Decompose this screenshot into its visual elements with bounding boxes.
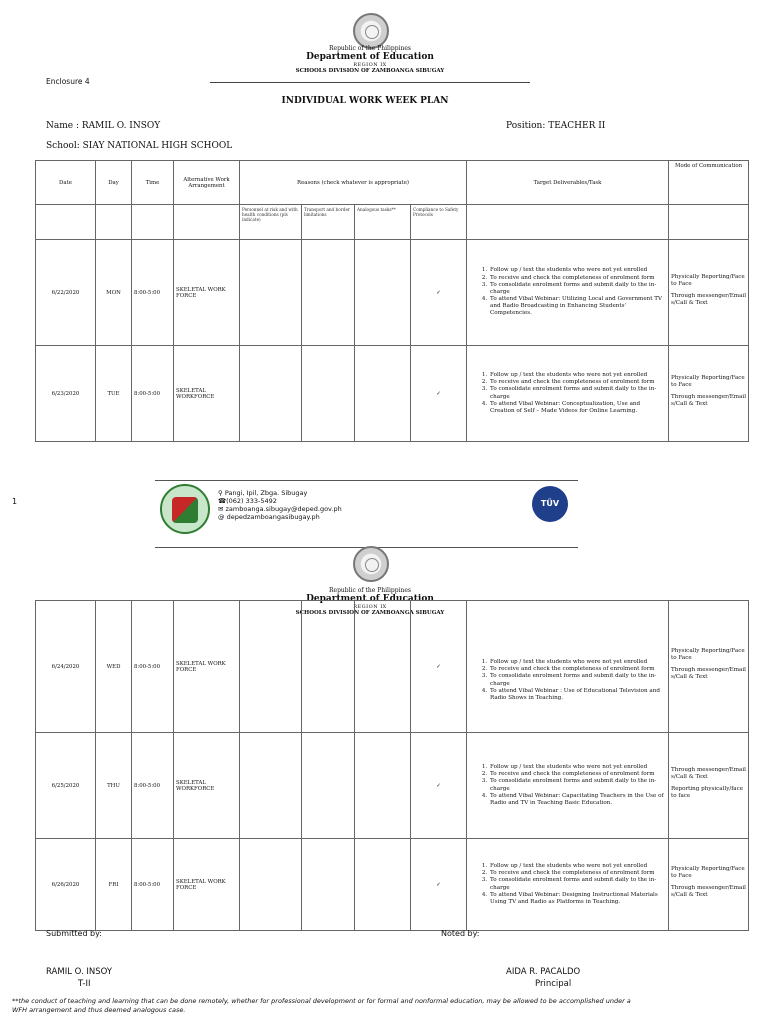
task-item: 3. To consolidate enrolment forms and submit daily to the in-charge — [489, 778, 666, 792]
task-item: 3. To consolidate enrolment forms and submit daily to the in-charge — [489, 673, 666, 687]
row-arrangement: SKELETAL WORK FORCE — [174, 240, 240, 346]
task-item: 2. To receive and check the completeness of enrolment form — [489, 666, 666, 673]
noted-by-label: Noted by: — [441, 929, 480, 938]
header-mode: Mode of Communication — [669, 161, 749, 205]
mode-item: Physically Reporting/Face to Face — [671, 374, 745, 389]
row-mode — [669, 839, 749, 931]
compliance-checkmark: ✓ — [411, 601, 467, 733]
task-item: 2. To receive and check the completeness of enrolment form — [489, 275, 666, 282]
row-mode — [669, 733, 749, 839]
footnote: **the conduct of teaching and learning that can be done remotely, whether for professional development or for formal and nonformal education, may be allowed to be accomplished under a WFH arrangement and thus deemed analogous case. — [12, 997, 631, 1014]
table-row — [36, 240, 749, 346]
work-plan-table-2 — [35, 600, 749, 931]
row-time: 8:00-5:00 — [132, 346, 174, 442]
republic-label: Republic of the Philippines — [329, 45, 411, 52]
noter-title: Principal — [535, 979, 572, 989]
header-deliverables: Target Deliverables/Task — [467, 161, 669, 205]
row-arrangement: SKELETAL WORKFORCE — [174, 733, 240, 839]
subheader-compliance: Compliance to Safety Protocols — [411, 205, 467, 240]
region-label: REGION IX — [353, 604, 387, 610]
work-plan-table-1 — [35, 160, 749, 442]
email-icon: ✉ — [218, 505, 226, 514]
phone-icon: ☎ — [218, 497, 227, 506]
table-row — [36, 839, 749, 931]
row-date: 6/25/2020 — [36, 733, 96, 839]
compliance-checkmark: ✓ — [411, 240, 467, 346]
header-arrangement: Alternative Work Arrangement — [174, 161, 240, 205]
compliance-checkmark: ✓ — [411, 733, 467, 839]
task-item: 3. To consolidate enrolment forms and submit daily to the in-charge — [489, 282, 666, 296]
division-label: SCHOOLS DIVISION OF ZAMBOANGA SIBUGAY — [295, 68, 445, 74]
mode-item: Through messenger/Email s/Call & Text — [671, 292, 746, 306]
email-line: ✉ zamboanga.sibugay@deped.gov.ph — [218, 505, 342, 514]
division-logo-emblem — [172, 497, 198, 523]
task-item: 3. To consolidate enrolment forms and submit daily to the in-charge — [489, 877, 666, 891]
row-day: WED — [96, 601, 132, 733]
mode-item: Physically Reporting/Face to Face — [671, 647, 745, 662]
task-item: 1. Follow up / text the students who were not yet enrolled — [489, 863, 666, 870]
row-tasks — [467, 733, 669, 839]
enclosure-label: Enclosure 4 — [46, 77, 90, 86]
table-row — [36, 601, 749, 733]
address-line: ⚲ Pangi, Ipil, Zbga. Sibugay — [218, 489, 308, 497]
row-mode — [669, 601, 749, 733]
row-date: 6/24/2020 — [36, 601, 96, 733]
division-label: SCHOOLS DIVISION OF ZAMBOANGA SIBUGAY — [295, 610, 445, 616]
letterhead-top — [260, 45, 480, 74]
task-item: 1. Follow up / text the students who were not yet enrolled — [489, 267, 666, 274]
page-number: 1 — [12, 497, 18, 506]
department-label: Department of Education — [306, 594, 434, 604]
row-arrangement: SKELETAL WORKFORCE — [174, 346, 240, 442]
mode-item: Through messenger/Email s/Call & Text — [671, 393, 746, 407]
noter-name: AIDA R. PACALDO — [506, 967, 581, 977]
row-date: 6/26/2020 — [36, 839, 96, 931]
row-day: TUE — [96, 346, 132, 442]
row-arrangement: SKELETAL WORK FORCE — [174, 601, 240, 733]
row-arrangement: SKELETAL WORK FORCE — [174, 839, 240, 931]
row-tasks — [467, 839, 669, 931]
mode-item: Reporting physically/face to face — [671, 785, 744, 799]
header-rule — [210, 82, 530, 83]
mode-item: Through messenger/Email s/Call & Text — [671, 766, 746, 781]
row-tasks — [467, 346, 669, 442]
subheader-analogous: Analogous tasks** — [355, 205, 411, 240]
phone-line: ☎(062) 333-5492 — [218, 497, 277, 506]
row-time: 8:00-5:00 — [132, 601, 174, 733]
header-time: Time — [132, 161, 174, 205]
table-row — [36, 733, 749, 839]
mode-item: Physically Reporting/Face to Face — [671, 273, 745, 288]
name-line: Name : RAMIL O. INSOY — [46, 121, 161, 131]
mode-item: Through messenger/Email s/Call & Text — [671, 884, 746, 898]
republic-label: Republic of the Philippines — [329, 587, 411, 594]
row-time: 8:00-5:00 — [132, 839, 174, 931]
subheader-row — [36, 205, 749, 240]
task-item: 4. To attend Vibal Webinar: Utilizing Local and Government TV and Radio Broadcasting in Enhancing Students' Competencies. — [489, 296, 666, 317]
task-item: 3. To consolidate enrolment forms and submit daily to the in-charge — [489, 386, 666, 400]
header-row — [36, 161, 749, 205]
compliance-checkmark: ✓ — [411, 839, 467, 931]
row-time: 8:00-5:00 — [132, 733, 174, 839]
mode-item: Through messenger/Email s/Call & Text — [671, 666, 746, 680]
row-tasks — [467, 240, 669, 346]
row-date: 6/23/2020 — [36, 346, 96, 442]
subheader-transport: Transport and border limitations — [302, 205, 355, 240]
page-title: INDIVIDUAL WORK WEEK PLAN — [281, 96, 449, 106]
submitter-title: T-II — [78, 979, 91, 989]
location-pin-icon: ⚲ — [218, 489, 225, 497]
row-day: THU — [96, 733, 132, 839]
row-time: 8:00-5:00 — [132, 240, 174, 346]
row-day: FRI — [96, 839, 132, 931]
task-item: 1. Follow up / text the students who were not yet enrolled — [489, 372, 666, 379]
web-icon: @ — [218, 513, 227, 522]
tuv-logo: TÜV SÜD — [532, 486, 568, 522]
region-label: REGION IX — [353, 62, 387, 68]
submitted-by-label: Submitted by: — [46, 929, 102, 938]
deped-seal-bottom — [353, 546, 389, 582]
web-line: @ depedzamboangasibugay.ph — [218, 513, 320, 522]
header-date: Date — [36, 161, 96, 205]
task-item: 1. Follow up / text the students who were not yet enrolled — [489, 659, 666, 666]
task-item: 4. To attend Vibal Webinar : Use of Educational Television and Radio Shows in Teaching. — [489, 688, 666, 702]
task-item: 2. To receive and check the completeness of enrolment form — [489, 870, 666, 877]
task-item: 1. Follow up / text the students who were not yet enrolled — [489, 764, 666, 771]
task-item: 4. To attend Vibal Webinar: Capacitating Teachers in the Use of Radio and TV in Teaching Basic Education. — [489, 793, 666, 807]
contact-block — [218, 489, 342, 522]
department-label: Department of Education — [306, 52, 434, 62]
task-item: 2. To receive and check the completeness of enrolment form — [489, 379, 666, 386]
table-row — [36, 346, 749, 442]
task-item: 4. To attend Vibal Webinar: Conceptualization, Use and Creation of Self – Made Videos for Online Learning. — [489, 401, 666, 415]
header-reasons: Reasons (check whatever is appropriate) — [240, 161, 467, 205]
task-item: 4. To attend Vibal Webinar: Designing Instructional Materials Using TV and Radio as Platforms in Teaching. — [489, 892, 666, 906]
row-day: MON — [96, 240, 132, 346]
submitter-name: RAMIL O. INSOY — [46, 967, 113, 977]
task-item: 2. To receive and check the completeness of enrolment form — [489, 771, 666, 778]
row-mode — [669, 346, 749, 442]
row-date: 6/22/2020 — [36, 240, 96, 346]
header-day: Day — [96, 161, 132, 205]
row-mode — [669, 240, 749, 346]
subheader-at-risk: Personnel at risk and with health conditions (pls indicate) — [240, 205, 302, 240]
compliance-checkmark: ✓ — [411, 346, 467, 442]
row-tasks — [467, 601, 669, 733]
deped-seal-top — [353, 13, 389, 49]
position-line: Position: TEACHER II — [506, 121, 606, 131]
school-line: School: SIAY NATIONAL HIGH SCHOOL — [46, 141, 233, 151]
mode-item: Physically Reporting/Face to Face — [671, 865, 745, 880]
